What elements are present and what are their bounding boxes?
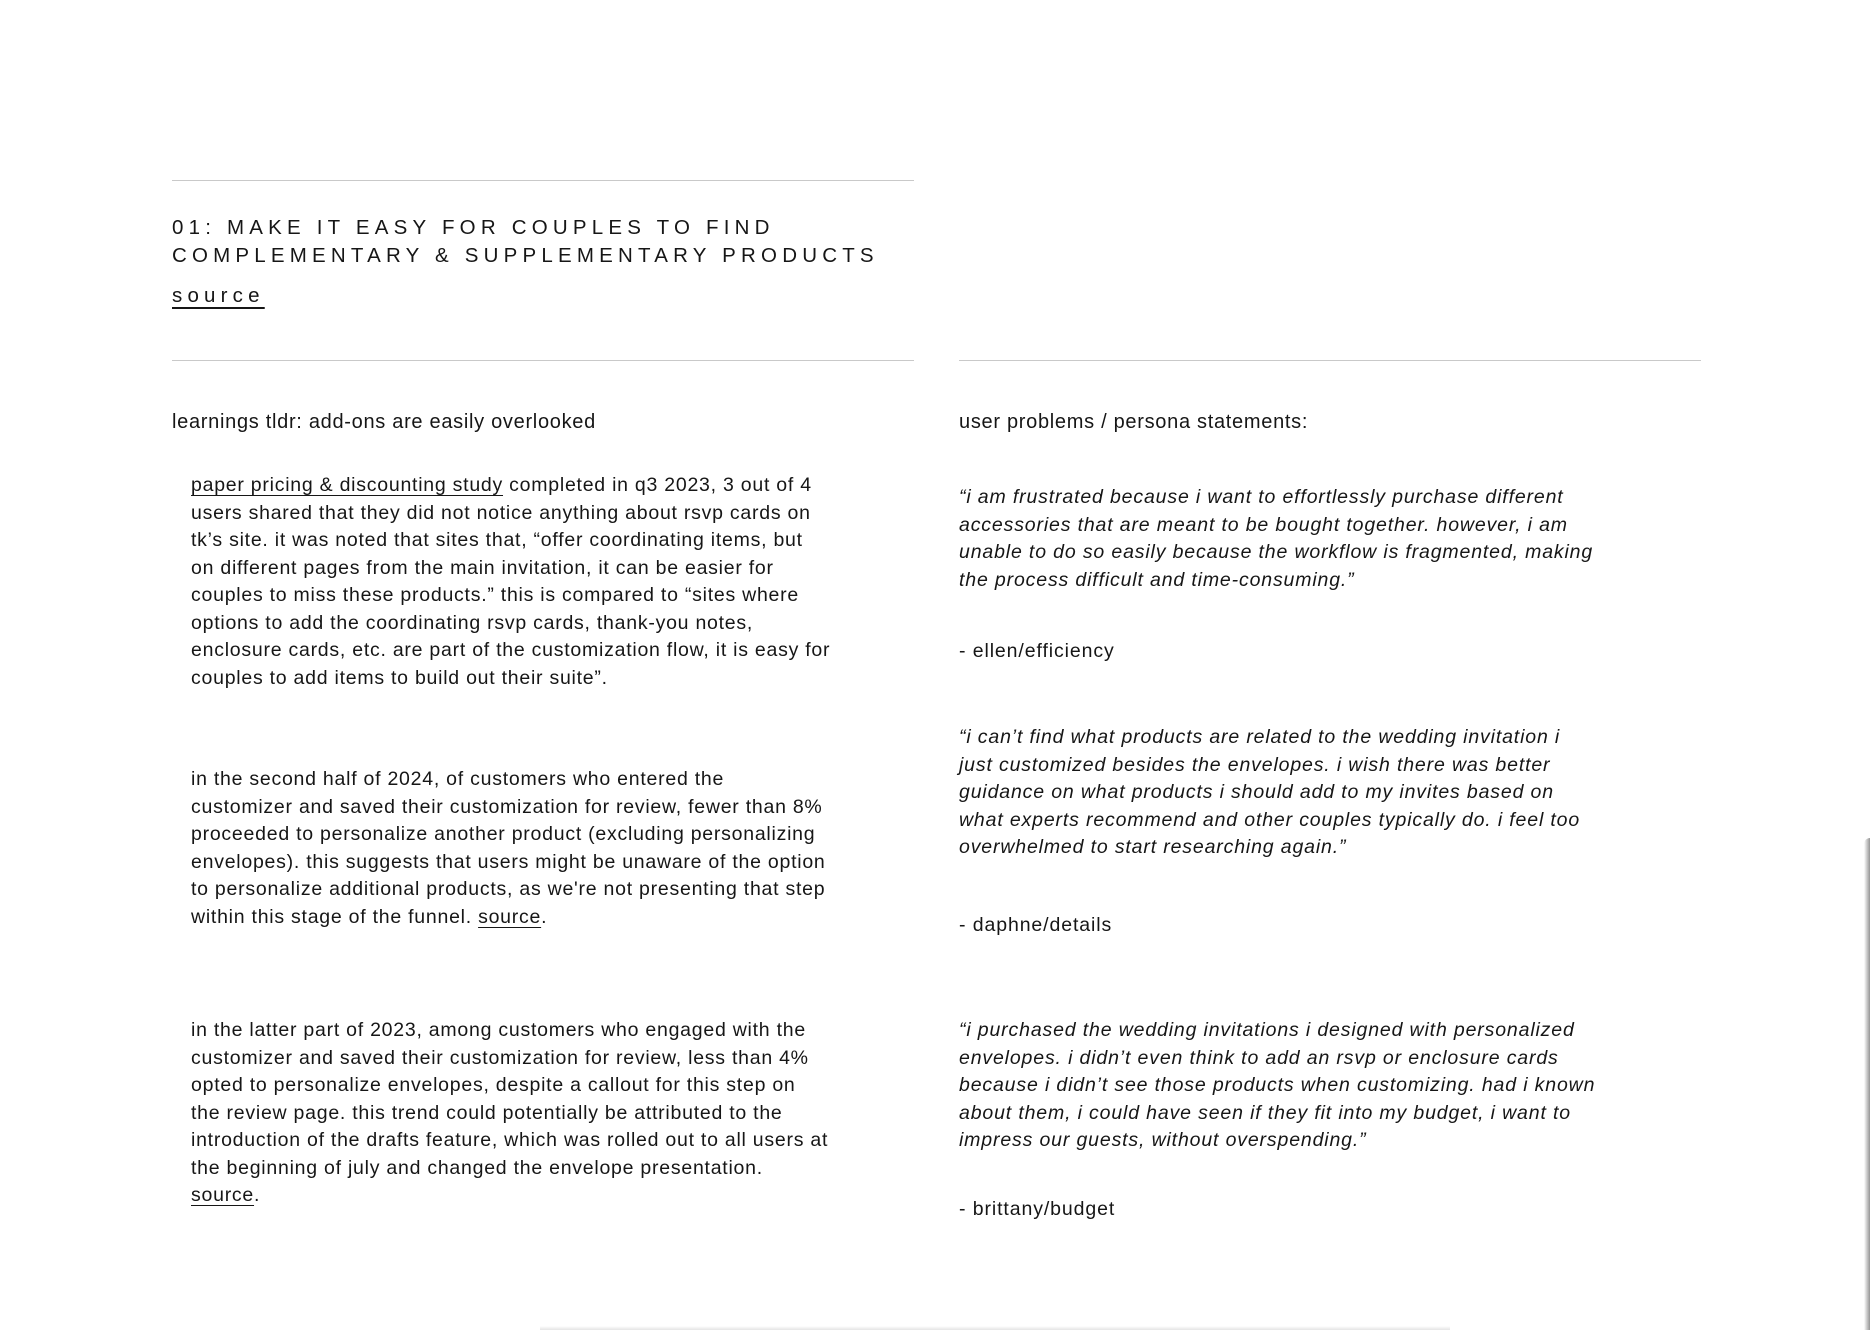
right-edge-shadow: [1864, 838, 1870, 1330]
learning-paragraph-1-text: completed in q3 2023, 3 out of 4 users shared that they did not notice anything about rsvp cards on tk’s site. it was noted that sites that, “offer coordinating items, but on different pages from the main invitation, it can be easier for couples to miss these products.” this is compared to “sites where options to add the coordinating rsvp cards, thank-you notes, enclosure cards, etc. are part of the customization flow, it is easy for couples to add items to build out their suite”.: [191, 474, 831, 689]
persona-attribution-brittany: - brittany/budget: [959, 1198, 1116, 1220]
learning-paragraph-2: [191, 766, 831, 931]
persona-quote-ellen: “i am frustrated because i want to effortlessly purchase different accessories that are meant to be bought together. however, i am unable to do so easily because the workflow is fragmented, making the process difficult and time-consuming.”: [959, 486, 1594, 591]
top-divider: [172, 180, 914, 181]
learning-paragraph-2-text: in the second half of 2024, of customers who entered the customizer and saved their customization for review, fewer than 8% proceeded to personalize another product (excluding personalizing envelopes). this suggests that users might be unaware of the option to personalize additional products, as we're not presenting that step within this stage of the funnel.: [191, 768, 826, 928]
learning-paragraph-1: [191, 472, 831, 692]
learnings-title: learnings tldr: add-ons are easily overlooked: [172, 411, 596, 433]
persona-attribution-daphne: - daphne/details: [959, 914, 1113, 936]
right-column-divider: [959, 360, 1701, 361]
persona-quote-brittany: “i purchased the wedding invitations i designed with personalized envelopes. i didn’t even think to add an rsvp or enclosure cards because i didn’t see those products when customizing. had i known about them, i could have seen if they fit into my budget, i want to impress our guests, without overspending.”: [959, 1019, 1596, 1151]
learning-paragraph-3-text: in the latter part of 2023, among customers who engaged with the customizer and saved their customization for review, less than 4% opted to personalize envelopes, despite a callout for this step on the review page. this trend could potentially be attributed to the introduction of the drafts feature, which was rolled out to all users at the beginning of july and changed the envelope presentation.: [191, 1019, 829, 1179]
persona-quote-daphne: “i can’t find what products are related to the wedding invitation i just customized besides the envelopes. i wish there was better guidance on what products i should add to my invites based on what experts recommend and other couples typically do. i feel too overwhelmed to start researching again.”: [959, 726, 1581, 858]
learning-paragraph-3: [191, 1017, 831, 1210]
pricing-study-link[interactable]: paper pricing & discounting study: [191, 474, 504, 496]
user-problems-title: user problems / persona statements:: [959, 411, 1309, 433]
learning-paragraph-3-tail: .: [254, 1184, 261, 1206]
bottom-edge-shadow: [540, 1326, 1450, 1330]
learning-paragraph-2-source-link[interactable]: source: [478, 905, 542, 928]
learning-paragraph-3-source-link[interactable]: source: [191, 1184, 255, 1206]
left-column-divider: [172, 360, 914, 361]
objective-source-link[interactable]: source: [172, 284, 265, 307]
learning-paragraph-2-tail: .: [541, 905, 548, 928]
persona-attribution-ellen: - ellen/efficiency: [959, 640, 1115, 662]
objective-heading-line-1: 01: MAKE IT EASY FOR COUPLES TO FIND: [172, 216, 775, 239]
objective-heading-line-2: COMPLEMENTARY & SUPPLEMENTARY PRODUCTS: [172, 244, 879, 267]
objective-heading: [172, 214, 932, 270]
